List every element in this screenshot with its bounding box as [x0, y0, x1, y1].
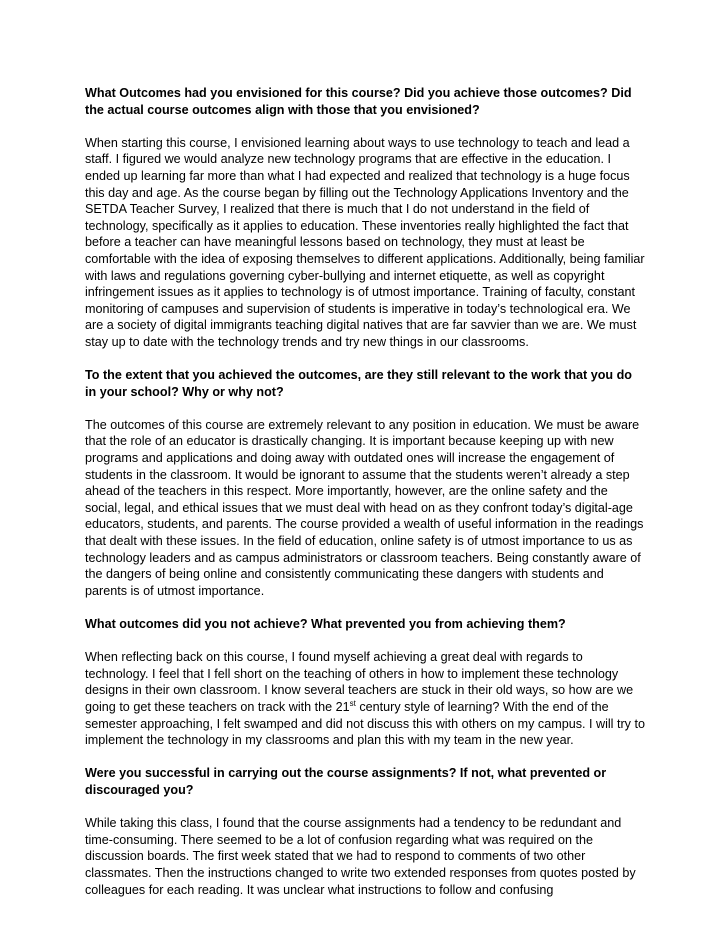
question-heading: What Outcomes had you envisioned for this course? Did you achieve those outcomes? Did the actual course outcomes align with those that you envisioned?: [85, 86, 632, 117]
answer-paragraph: The outcomes of this course are extremely relevant to any position in education. We must be aware that the role of an educator is drastically changing. It is important because keeping up with new programs and applications and doing away with outdated ones will increase the engagement of students in the classroom. It would be ignorant to assume that the students weren’t already a step ahead of the teachers in this respect. More importantly, however, are the online safety and the social, legal, and ethical issues that we must deal with head on as they confront today’s digital-age educators, students, and parents. The course provided a wealth of useful information in the readings that dealt with these issues. In the field of education, online safety is of utmost importance to us as technology leaders and as campus administrators or classroom teachers. Being constantly aware of the dangers of being online and consistently communicating these dangers with students and parents is of utmost importance.: [85, 417, 644, 598]
question-heading: What outcomes did you not achieve? What prevented you from achieving them?: [85, 617, 566, 631]
answer-paragraph: [85, 649, 645, 749]
answer-text: When reflecting back on this course, I found myself achieving a great deal with regards to technology. I feel that I fell short on the teaching of others in how to implement these technology designs in their own classroom. I know several teachers are stuck in their old ways, so how are we going to get these teachers on track with the 21: [85, 650, 634, 714]
question-heading: To the extent that you achieved the outcomes, are they still relevant to the work that you do in your school? Why or why not?: [85, 368, 632, 399]
question-heading: Were you successful in carrying out the course assignments? If not, what prevented or discouraged you?: [85, 766, 607, 797]
answer-paragraph: While taking this class, I found that the course assignments had a tendency to be redundant and time-consuming. There seemed to be a lot of confusion regarding what was required on the discussion boards. The first week stated that we had to respond to comments of two other classmates. Then the instructions changed to write two extended responses from quotes posted by colleagues for each reading. It was unclear what instructions to follow and confusing: [85, 816, 636, 897]
answer-text: century style of learning? With the end of the semester approaching, I felt swamped and did not discuss this with others on my campus. I will try to implement the technology in my classrooms and plan this with my team in the new year.: [85, 699, 645, 748]
answer-paragraph: When starting this course, I envisioned learning about ways to use technology to teach and lead a staff. I figured we would analyze new technology programs that are effective in the education. I ended up learning far more than what I had expected and realized that technology is a huge focus this day and age. As the course began by filling out the Technology Applications Inventory and the SETDA Teacher Survey, I realized that there is much that I do not understand in the field of technology, specifically as it applies to education. These inventories really highlighted the fact that before a teacher can have meaningful lessons based on technology, they must at least be comfortable with the idea of exposing themselves to different applications. Additionally, being familiar with laws and regulations governing cyber-bullying and internet etiquette, as well as copyright infringement issues as it applies to technology is of utmost importance. Training of faculty, constant monitoring of campuses and supervision of students is imperative in today’s technological era. We are a society of digital immigrants teaching digital natives that are far savvier than we are. We must stay up to date with the technology trends and try new things in our classrooms.: [85, 135, 645, 349]
ordinal-superscript: st: [349, 698, 356, 708]
document-page: [85, 85, 645, 898]
